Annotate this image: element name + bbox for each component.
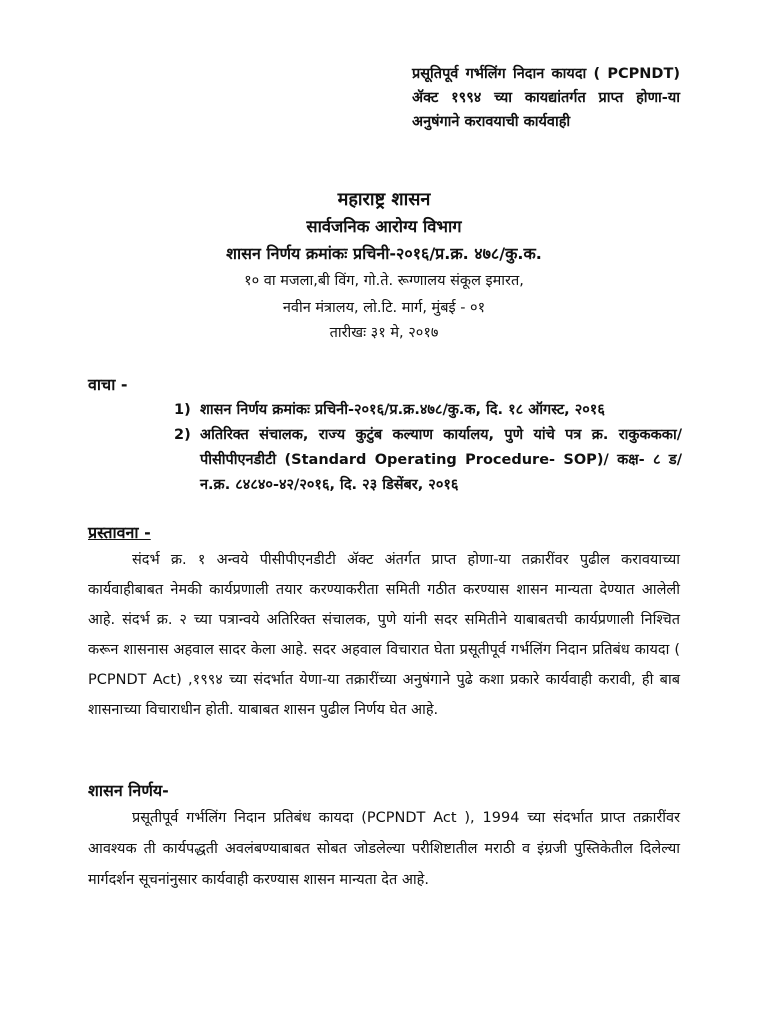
decision-paragraph: प्रसूतीपूर्व गर्भलिंग निदान प्रतिबंध कायदा (PCPNDT Act ), 1994 च्या संदर्भात प्राप्त तक्रारींवर आवश्यक ती कार्यपद्धती अवलंबण्याबाबत सोबत जोडलेल्या परीशिष्टातील मराठी व इंग्रजी पुस्तिकेतील दिलेल्या मार्गदर्शन सूचनांनुसार कार्यवाही करण्यास शासन मान्यता देत आहे. bbox=[88, 810, 680, 888]
decision-label: शासन निर्णय- bbox=[88, 781, 169, 800]
reference-number: 1) bbox=[174, 402, 191, 418]
read-label: वाचा - bbox=[88, 375, 128, 394]
preamble-label: प्रस्तावना - bbox=[88, 523, 151, 542]
reference-text: अतिरिक्त संचालक, राज्य कुटुंब कल्याण कार्यालय, पुणे यांचे पत्र क्र. राकुककका/पीसीपीएनडीटी (Standard Operating Procedure- SOP)/ कक्ष- ८ ड/न.क्र. ८४८४०-४२/२०१६, दि. २३ डिसेंबर, २०१६ bbox=[200, 427, 682, 493]
government-title: महाराष्ट्र शासन bbox=[337, 189, 431, 210]
document-date: तारीखः ३१ मे, २०१७ bbox=[329, 325, 439, 341]
preamble-paragraph: संदर्भ क्र. १ अन्वये पीसीपीएनडीटी ॲक्ट अंतर्गत प्राप्त होणा-या तक्रारींवर पुढील करावयाच्या कार्यवाहीबाबत नेमकी कार्यप्रणाली तयार करण्याकरीता समिती गठीत करण्यास शासन मान्यता देण्यात आलेली आहे. संदर्भ क्र. २ च्या पत्रान्वये अतिरिक्त संचालक, पुणे यांनी सदर समितीने याबाबतची कार्यप्रणाली निश्चित करून शासनास अहवाल सादर केला आहे. सदर अहवाल विचारात घेता प्रसूतीपूर्व गर्भलिंग निदान प्रतिबंध कायदा ( PCPNDT Act) ,१९९४ च्या संदर्भात येणा-या तक्रारींच्या अनुषंगाने पुढे कशा प्रकारे कार्यवाही करावी, ही बाब शासनाच्या विचाराधीन होती. याबाबत शासन पुढील निर्णय घेत आहे. bbox=[88, 552, 680, 718]
reference-item-2 bbox=[174, 423, 682, 498]
reference-item-1 bbox=[174, 398, 682, 423]
reference-number: 2) bbox=[174, 427, 191, 443]
address-line-2: नवीन मंत्रालय, लो.टि. मार्ग, मुंबई - ०१ bbox=[282, 300, 486, 316]
department-title: सार्वजनिक आरोग्य विभाग bbox=[306, 217, 462, 236]
subject-heading: प्रसूतिपूर्व गर्भलिंग निदान कायदा ( PCPNDT) ॲक्ट १९९४ च्या कायद्यांतर्गत प्राप्त होणा-या अनुषंगाने करावयाची कार्यवाही bbox=[412, 66, 680, 130]
gr-number: शासन निर्णय क्रमांकः प्रचिनी-२०१६/प्र.क्र. ४७८/कु.क. bbox=[226, 244, 542, 263]
reference-text: शासन निर्णय क्रमांकः प्रचिनी-२०१६/प्र.क्र.४७८/कु.क, दि. १८ ऑगस्ट, २०१६ bbox=[200, 402, 605, 418]
address-line-1: १० वा मजला,बी विंग, गो.ते. रूग्णालय संकूल इमारत, bbox=[244, 273, 524, 289]
